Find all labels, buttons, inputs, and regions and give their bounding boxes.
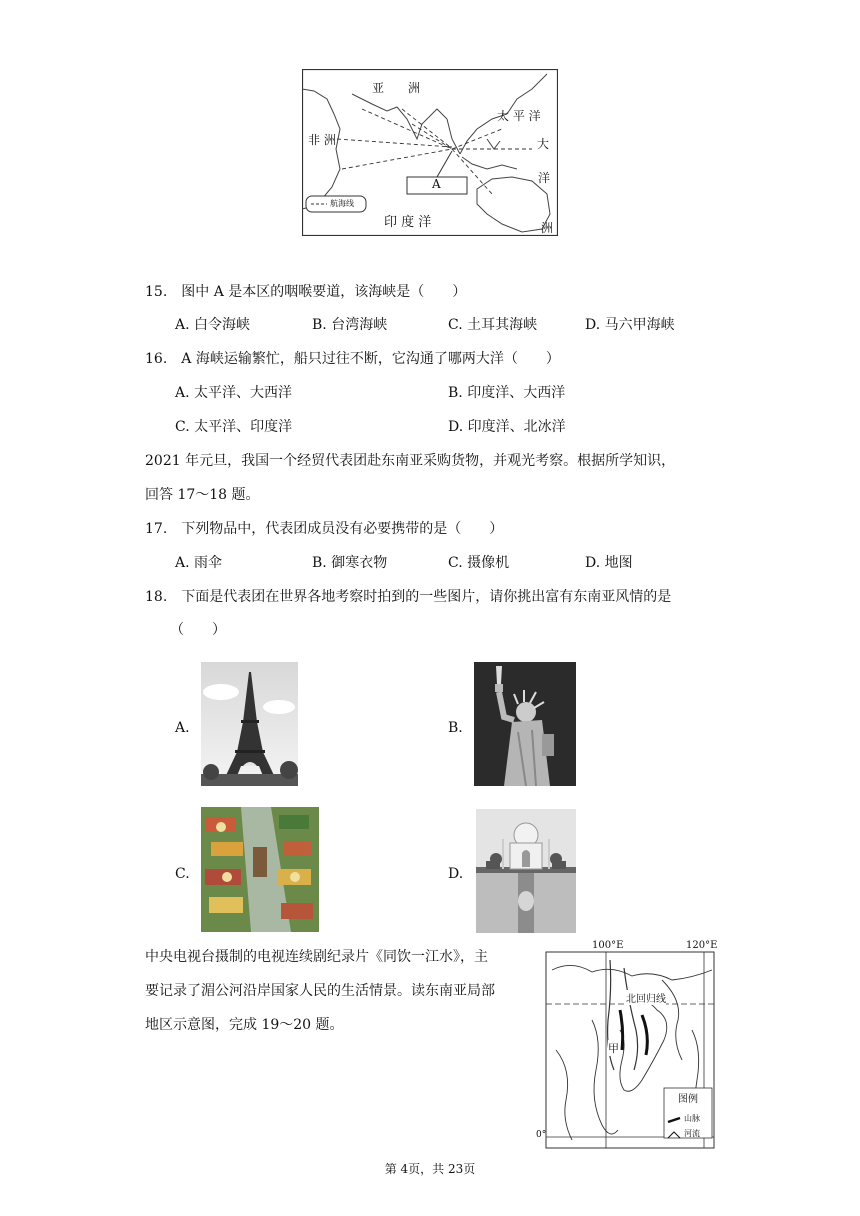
map2-tropic-label: 北回归线	[626, 990, 666, 1005]
map1-label-da: 大	[537, 137, 550, 151]
page-footer: 第 4页，共 23页	[384, 1162, 476, 1176]
intro19-line2: 要记录了湄公河沿岸国家人民的生活情景。读东南亚局部	[145, 983, 495, 999]
statue-of-liberty-photo	[474, 662, 576, 786]
map1-label-yang: 洋	[538, 171, 551, 185]
map1-label-zhou: 洲	[541, 221, 554, 235]
q17-option-d: D. 地图	[585, 555, 633, 571]
q18-label-a: A.	[175, 720, 190, 736]
map2-jia-label: 甲	[608, 1042, 619, 1055]
q16-option-b: B. 印度洋、大西洋	[448, 385, 566, 401]
q18-label-d: D.	[448, 866, 464, 882]
intro17-line1: 2021 年元旦，我国一个经贸代表团赴东南亚采购货物，并观光考察。根据所学知识，	[145, 453, 676, 469]
q18-stem: 18. 下面是代表团在世界各地考察时拍到的一些图片，请你挑出富有东南亚风情的是	[145, 589, 672, 605]
intro19-line1: 中央电视台摄制的电视连续剧纪录片《同饮一江水》，主	[145, 949, 488, 965]
map2-legend-river: 河流	[684, 1129, 700, 1138]
map2-legend-mountain: 山脉	[684, 1114, 700, 1123]
q15-option-b: B. 台湾海峡	[312, 317, 388, 333]
q15-stem: 15. 图中 A 是本区的咽喉要道，该海峡是（ ）	[145, 284, 467, 300]
q17-option-b: B. 御寒衣物	[312, 555, 388, 571]
q18-label-b: B.	[448, 720, 463, 736]
intro17-line2: 回答 17～18 题。	[145, 487, 260, 503]
map2-legend-title: 图例	[678, 1094, 698, 1105]
eiffel-tower-photo	[201, 662, 298, 786]
q17-stem: 17. 下列物品中，代表团成员没有必要携带的是（ ）	[145, 521, 504, 537]
q18-label-c: C.	[175, 866, 190, 882]
q18-paren: （ ）	[170, 622, 226, 638]
map2-lon-120: 120°E	[686, 940, 718, 951]
q17-option-a: A. 雨伞	[175, 555, 223, 571]
map1-label-a: A	[432, 177, 441, 191]
intro19-line3: 地区示意图，完成 19～20 题。	[145, 1017, 344, 1033]
sea-route-map	[302, 69, 558, 236]
floating-market-photo	[201, 807, 319, 932]
q15-option-c: C. 土耳其海峡	[448, 317, 538, 333]
map2-lon-100: 100°E	[592, 940, 624, 951]
map1-label-pacific: 太 平 洋	[497, 109, 541, 123]
southeast-asia-map	[532, 940, 722, 1150]
taj-mahal-photo	[476, 809, 576, 933]
map1-label-asia: 亚 洲	[372, 81, 421, 95]
q16-option-d: D. 印度洋、北冰洋	[448, 419, 566, 435]
map1-legend-label: 航海线	[330, 199, 354, 208]
q15-option-a: A. 白令海峡	[175, 317, 251, 333]
map2-equator-label: 0°	[536, 1130, 547, 1140]
q16-option-c: C. 太平洋、印度洋	[175, 419, 293, 435]
q17-option-c: C. 摄像机	[448, 555, 510, 571]
q16-stem: 16. A 海峡运输繁忙，船只过往不断，它沟通了哪两大洋（ ）	[145, 351, 560, 367]
map1-label-indian: 印 度 洋	[384, 215, 432, 230]
q16-option-a: A. 太平洋、大西洋	[175, 385, 293, 401]
map1-label-africa: 非 洲	[308, 133, 336, 147]
q15-option-d: D. 马六甲海峡	[585, 317, 675, 333]
